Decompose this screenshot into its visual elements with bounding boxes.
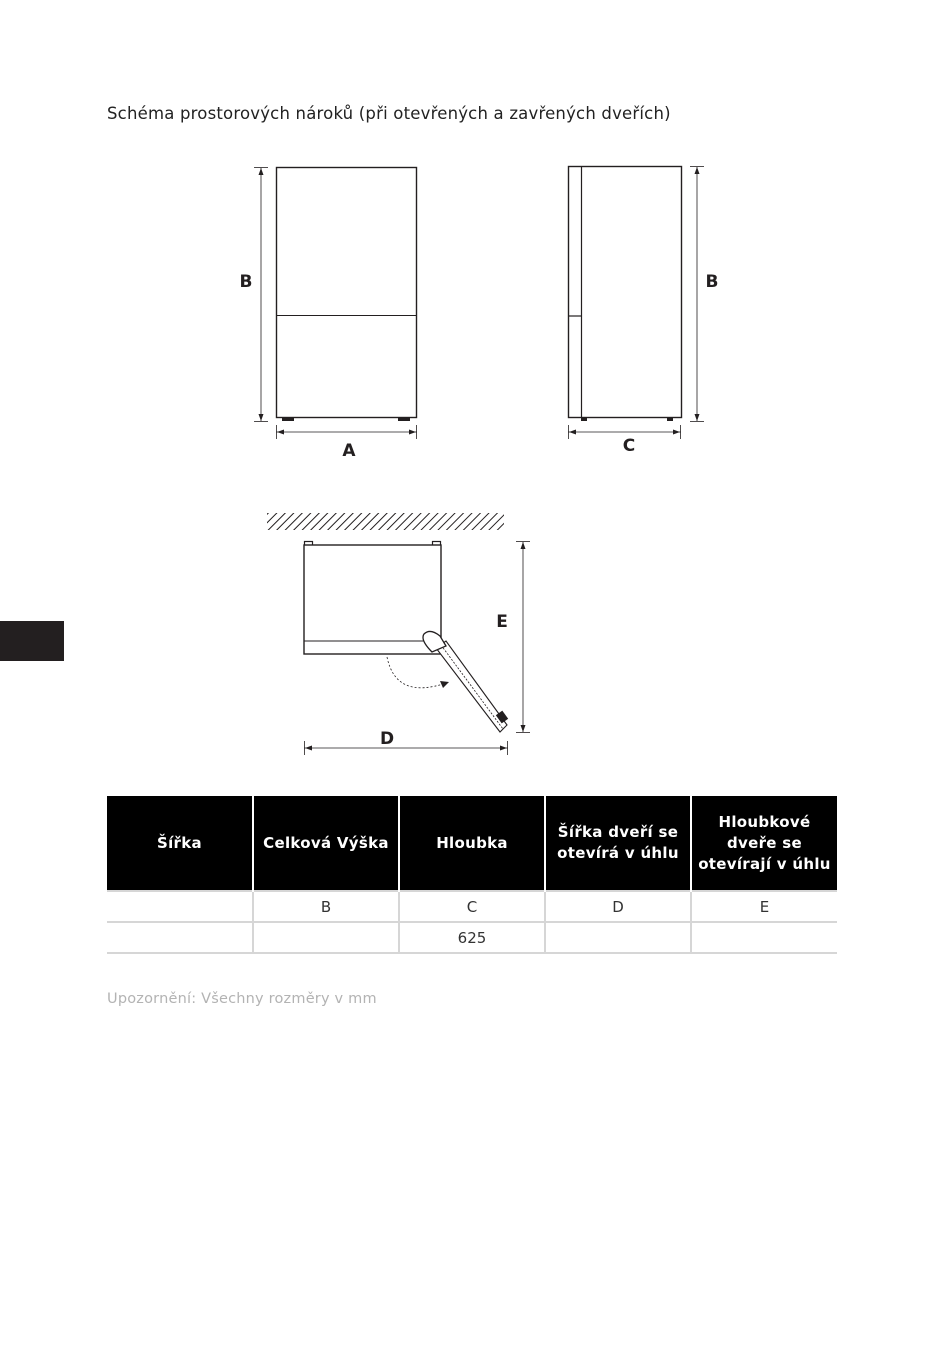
header-total-height: Celková Výška — [253, 796, 399, 891]
label-door-width: D — [379, 729, 395, 749]
table-cell — [107, 891, 253, 922]
page-title: Schéma prostorových nároků (při otevřených a zavřených dveřích) — [107, 104, 671, 123]
top-view — [267, 513, 530, 755]
table-cell: C — [399, 891, 545, 922]
table-header-row — [107, 796, 837, 891]
units-note: Upozornění: Všechny rozměry v mm — [107, 991, 377, 1007]
table-cell — [253, 922, 399, 953]
table-cell: B — [253, 891, 399, 922]
header-width: Šířka — [107, 796, 253, 891]
table-cell: 625 — [399, 922, 545, 953]
label-door-depth: E — [496, 612, 508, 632]
label-front-width: A — [342, 441, 356, 461]
open-door — [423, 631, 508, 732]
label-front-height: B — [239, 272, 253, 292]
front-view — [240, 168, 417, 462]
label-side-depth: C — [622, 436, 636, 456]
table-cell — [545, 922, 691, 953]
table-cell: D — [545, 891, 691, 922]
header-door-width-open: Šířka dveří se otevírá v úhlu — [545, 796, 691, 891]
dimensions-table — [107, 796, 837, 954]
table-row — [107, 891, 837, 922]
header-door-depth-open: Hloubkové dveře se otevírají v úhlu — [691, 796, 837, 891]
table-row — [107, 922, 837, 953]
header-depth: Hloubka — [399, 796, 545, 891]
label-side-height: B — [705, 272, 719, 292]
table-cell: E — [691, 891, 837, 922]
side-view — [568, 167, 718, 457]
table-cell — [107, 922, 253, 953]
table-cell — [691, 922, 837, 953]
